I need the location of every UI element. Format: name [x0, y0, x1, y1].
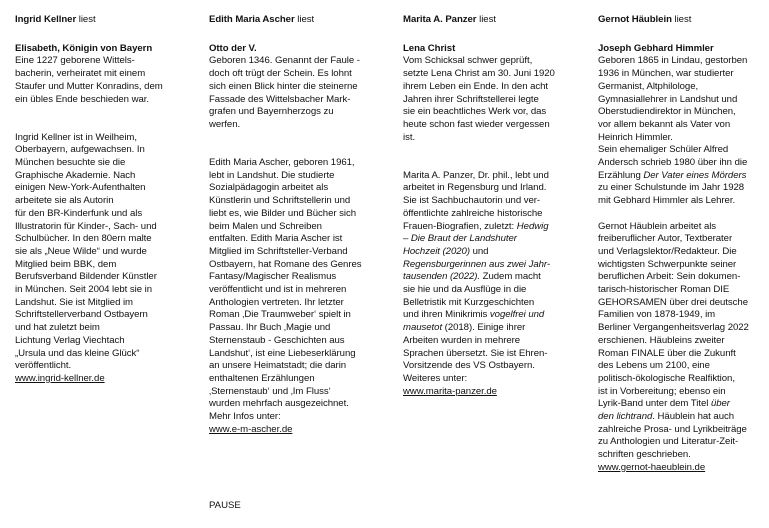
- text-line: wurden mehrfach ausgezeichnet.: [209, 398, 349, 410]
- text-segment: und ihren Minikrimis: [403, 309, 490, 321]
- text-segment: Berliner Vergangenheitsverlag 2022: [598, 322, 749, 334]
- text-line: veröffentlicht und ist in mehreren: [209, 284, 347, 296]
- text-line: Landshut. Sie ist Mitglied im: [15, 296, 133, 308]
- text-line: [598, 144, 763, 157]
- text-line: liebt es, wie Bilder und Bücher sich: [209, 207, 356, 219]
- text-segment: Belletristik mit Kurzgeschichten: [403, 296, 535, 308]
- pause-label: PAUSE: [209, 500, 241, 511]
- reader-name: Ingrid Kellner: [15, 14, 77, 25]
- text-line: [598, 68, 763, 81]
- text-line: Edith Maria Ascher, geboren 1961,: [209, 157, 355, 168]
- text-line: [403, 360, 573, 373]
- text-line: [403, 233, 573, 246]
- text-line: Mitglied beim BBK, dem: [15, 258, 117, 270]
- reader-column-haeublein: [598, 14, 763, 475]
- text-line: [403, 284, 573, 297]
- text-segment: mit Gebhard Himmler als Lehrer.: [598, 195, 736, 207]
- text-segment: Geboren 1865 in Lindau, gestorben: [598, 55, 748, 67]
- text-line: [598, 55, 763, 68]
- author-website-link[interactable]: www.e-m-ascher.de: [209, 423, 293, 435]
- text-line: [598, 81, 763, 94]
- text-line: lebt in Landshut. Die studierte: [209, 169, 335, 181]
- text-line: Staufer und Mutter Konradins, dem: [15, 80, 163, 92]
- text-line: Mitglied im Schriftsteller-Verband: [209, 245, 348, 257]
- text-line: Schulbücher. In den 80ern malte: [15, 233, 152, 245]
- italic-text: über: [710, 398, 730, 410]
- text-line: Illustratorin für Kinder-, Sach- und: [15, 220, 157, 232]
- text-line: veröffentlicht.: [15, 360, 72, 372]
- text-line: Passau. Ihr Buch ‚Magie und: [209, 322, 331, 334]
- text-line: München besuchte sie die: [15, 157, 126, 168]
- text-line: [598, 157, 763, 170]
- text-segment: Vorsitzende des VS Ostbayern.: [403, 360, 535, 372]
- text-line: ist.: [403, 131, 416, 143]
- text-line: [598, 322, 763, 335]
- text-segment: Germanist, Altphilologe,: [598, 80, 699, 92]
- text-segment: 1936 in München, war studierter: [598, 68, 734, 80]
- text-line: Vom Schicksal schwer geprüft,: [403, 55, 533, 67]
- text-line: sie als „Neue Wilde“ und wurde: [15, 245, 147, 257]
- text-segment: des Lebens um 2100, eine: [598, 360, 710, 372]
- text-line: sie ein beachtliches Werk vor, das: [403, 106, 547, 118]
- text-line: [598, 233, 763, 246]
- text-line: [598, 271, 763, 284]
- text-segment: tarisch-historischer Roman DIE: [598, 284, 730, 296]
- text-line: [403, 335, 573, 348]
- text-segment: ist in Vorbereitung; ebenso ein: [598, 385, 726, 397]
- text-line: [598, 449, 763, 462]
- text-line: [403, 208, 573, 221]
- italic-text: den lichtrand: [598, 411, 653, 423]
- reads-label: liest: [479, 14, 496, 25]
- text-segment: Sprachen übersetzt. Sie ist Ehren-: [403, 347, 548, 359]
- text-line: [598, 132, 763, 145]
- text-segment: . Häublein hat auch: [652, 411, 735, 423]
- reader-name: Gernot Häublein: [598, 14, 672, 25]
- italic-text: Hedwig: [516, 220, 549, 232]
- text-segment: Roman FINALE über die Zukunft: [598, 347, 736, 359]
- text-line: sich einen Blick hinter die steinerne: [209, 80, 358, 92]
- author-bio: [209, 157, 379, 424]
- text-line: Lichtung Verlag Viechtach: [15, 334, 125, 346]
- text-segment: Gymnasiallehrer in Landshut und: [598, 93, 738, 105]
- text-segment: zu einer Schulstunde im Jahr 1928: [598, 182, 745, 194]
- text-segment: Weiteres unter:: [403, 372, 468, 384]
- reader-header: [598, 14, 763, 27]
- text-segment: und: [469, 245, 489, 257]
- text-line: und hat zuletzt beim: [15, 322, 100, 334]
- book-blurb: [598, 55, 763, 207]
- italic-text: Der Vater eines Mörders: [643, 169, 747, 181]
- text-line: [598, 436, 763, 449]
- text-line: Berufsverband Bildender Künstler: [15, 271, 157, 283]
- text-line: [598, 348, 763, 361]
- text-line: [598, 386, 763, 399]
- reads-label: liest: [78, 14, 96, 25]
- text-line: Roman ‚Die Traumweber‘ spielt in: [209, 309, 351, 321]
- italic-text: vogelfrei und: [489, 309, 545, 321]
- text-segment: und Verlagslektor/Redakteur. Die: [598, 245, 737, 257]
- author-bio: [598, 221, 763, 462]
- text-line: Künstlerin und Schriftstellerin und: [209, 195, 351, 207]
- text-line: [598, 195, 763, 208]
- text-segment: erschienen. Häubleins zweiter: [598, 334, 725, 346]
- text-line: Landshut‘, ist eine Liebeserklärung: [209, 347, 356, 359]
- author-website-link[interactable]: www.marita-panzer.de: [403, 385, 497, 397]
- text-line: Ingrid Kellner ist in Weilheim,: [15, 131, 137, 143]
- text-line: [403, 297, 573, 310]
- italic-text: Hochzeit (2020): [403, 245, 470, 257]
- text-segment: politisch-ökologische Realfiktion,: [598, 372, 735, 384]
- reader-column-panzer: [403, 14, 573, 398]
- text-segment: Erzählung: [598, 169, 644, 181]
- text-line: Sternenstaub - Geschichten aus: [209, 334, 345, 346]
- text-segment: Lyrik-Band unter dem Titel: [598, 398, 711, 410]
- reader-header: [209, 14, 379, 27]
- text-segment: zahlreiche Prosa- und Lyrikbeiträge: [598, 423, 747, 435]
- text-segment: schriften geschrieben.: [598, 449, 691, 461]
- text-segment: sie hie und da Ausflüge in die: [403, 284, 527, 296]
- reader-column-ascher: [209, 14, 379, 436]
- text-segment: Sein ehemaliger Schüler Alfred: [598, 144, 729, 156]
- italic-text: mausetot: [403, 322, 443, 334]
- text-line: [598, 182, 763, 195]
- text-line: einigen New-York-Aufenthalten: [15, 182, 146, 194]
- reader-column-kellner: [15, 14, 185, 386]
- text-segment: Sie ist Sachbuchautorin und ver-: [403, 195, 541, 207]
- text-line: [403, 195, 573, 208]
- text-segment: Heinrich Himmler.: [598, 131, 673, 143]
- text-line: enthaltenen Erzählungen: [209, 372, 315, 384]
- text-line: [403, 182, 573, 195]
- text-segment: Familien von 1878-1949, im: [598, 309, 716, 321]
- text-segment: wichtigsten Schwerpunkte seiner: [598, 258, 737, 270]
- book-blurb: [209, 55, 379, 131]
- text-segment: öffentlichte zahlreiche historische: [403, 207, 543, 219]
- text-segment: arbeitet in Regensburg und Irland.: [403, 182, 547, 194]
- text-line: [598, 119, 763, 132]
- text-line: [403, 309, 573, 322]
- text-line: [598, 335, 763, 348]
- text-line: [403, 246, 573, 259]
- text-line: [403, 259, 573, 272]
- text-line: [598, 170, 763, 183]
- text-segment: Marita A. Panzer, Dr. phil., lebt und: [403, 169, 549, 181]
- text-segment: Gernot Häublein arbeitet als: [598, 220, 717, 232]
- reader-name: Edith Maria Ascher: [209, 14, 295, 25]
- book-blurb: [403, 55, 573, 144]
- book-title: Otto der V.: [209, 42, 257, 54]
- text-line: für den BR-Kinderfunk und als: [15, 207, 143, 219]
- book-title: Elisabeth, Königin von Bayern: [15, 42, 153, 54]
- italic-text: – Die Braut der Landshuter: [403, 233, 517, 245]
- author-website-link[interactable]: www.ingrid-kellner.de: [15, 372, 105, 384]
- text-segment: (2018). Einige ihrer: [442, 322, 526, 334]
- text-line: Oberbayern, aufgewachsen. In: [15, 144, 145, 156]
- text-line: [598, 373, 763, 386]
- text-line: Fantasy/Magischer Realismus: [209, 271, 337, 283]
- text-line: [598, 360, 763, 373]
- text-segment: GEHORSAMEN über drei deutsche: [598, 296, 748, 308]
- author-website-link[interactable]: www.gernot-haeublein.de: [598, 461, 706, 473]
- text-line: Eine 1227 geborene Wittels-: [15, 55, 135, 67]
- text-line: „Ursula und das kleine Glück“: [15, 347, 140, 359]
- text-segment: Andersch schrieb 1980 über ihn die: [598, 157, 748, 169]
- text-line: [598, 424, 763, 437]
- text-line: ‚Sternenstaub‘ und ‚Im Fluss‘: [209, 385, 331, 397]
- text-segment: beruflichen Arbeit: Sein dokumen-: [598, 271, 741, 283]
- text-line: [598, 106, 763, 119]
- text-line: an unsere Heimatstadt; die darin: [209, 360, 347, 372]
- text-line: in München. Seit 2004 lebt sie in: [15, 284, 153, 296]
- text-line: Jahren ihrer Schriftstellerei legte: [403, 93, 539, 105]
- text-line: [598, 246, 763, 259]
- text-line: setzte Lena Christ am 30. Juni 1920: [403, 68, 555, 80]
- text-line: ihrem Leben ein Ende. In den acht: [403, 80, 549, 92]
- text-line: Anthologien vertreten. Ihr letzter: [209, 296, 344, 308]
- book-title: Joseph Gebhard Himmler: [598, 42, 714, 54]
- text-line: Schriftstellerverband Ostbayern: [15, 309, 148, 321]
- text-line: [598, 411, 763, 424]
- italic-text: Regensburgerinnen aus zwei Jahr-: [403, 258, 551, 270]
- text-line: werfen.: [209, 118, 241, 130]
- text-line: [598, 398, 763, 411]
- text-line: grafen und Bayernherzogs zu: [209, 106, 334, 118]
- reader-header: [15, 14, 185, 27]
- text-segment: vor allem bekannt als Vater von: [598, 118, 731, 130]
- text-line: ein übles Ende beschieden war.: [15, 93, 149, 105]
- reader-header: [403, 14, 573, 27]
- text-line: bacherin, verheiratet mit einem: [15, 68, 146, 80]
- text-line: Geboren 1346. Genannt der Faule -: [209, 55, 360, 67]
- italic-text: tausenden (2022).: [403, 271, 481, 283]
- text-segment: freiberuflicher Autor, Textberater: [598, 233, 733, 245]
- text-line: entfalten. Edith Maria Ascher ist: [209, 233, 343, 245]
- text-line: [598, 259, 763, 272]
- text-line: [598, 297, 763, 310]
- text-line: [598, 221, 763, 234]
- reader-name: Marita A. Panzer: [403, 14, 477, 25]
- text-line: [403, 373, 573, 386]
- reads-label: liest: [297, 14, 315, 25]
- author-bio: [15, 132, 185, 373]
- text-segment: zu Anthologien und Literatur-Zeit-: [598, 436, 739, 448]
- author-bio: [403, 170, 573, 386]
- text-line: [598, 284, 763, 297]
- text-line: [403, 221, 573, 234]
- text-line: doch oft trügt der Schein. Es lohnt: [209, 68, 352, 80]
- text-line: Sozialpädagogin arbeitet als: [209, 182, 329, 194]
- text-segment: Frauen-Biografien, zuletzt:: [403, 220, 517, 232]
- text-line: [403, 271, 573, 284]
- text-line: arbeitete sie als Autorin: [15, 195, 114, 207]
- text-segment: Oberstudiendirektor in München,: [598, 106, 736, 118]
- book-title: Lena Christ: [403, 42, 456, 54]
- text-line: [403, 322, 573, 335]
- text-segment: Arbeiten wurden in mehrere: [403, 334, 521, 346]
- text-segment: Zudem macht: [480, 271, 541, 283]
- text-line: beim Malen und Schreiben: [209, 220, 322, 232]
- text-line: Mehr Infos unter:: [209, 411, 281, 423]
- text-line: [403, 348, 573, 361]
- text-line: Graphische Akademie. Nach: [15, 169, 136, 181]
- text-line: Fassade des Wittelsbacher Mark-: [209, 93, 351, 105]
- text-line: [598, 94, 763, 107]
- book-blurb: [15, 55, 185, 106]
- text-line: heute schon fast wieder vergessen: [403, 118, 550, 130]
- text-line: [403, 170, 573, 183]
- text-line: [598, 309, 763, 322]
- reads-label: liest: [674, 14, 692, 25]
- text-line: Ostbayern, hat Romane des Genres: [209, 258, 362, 270]
